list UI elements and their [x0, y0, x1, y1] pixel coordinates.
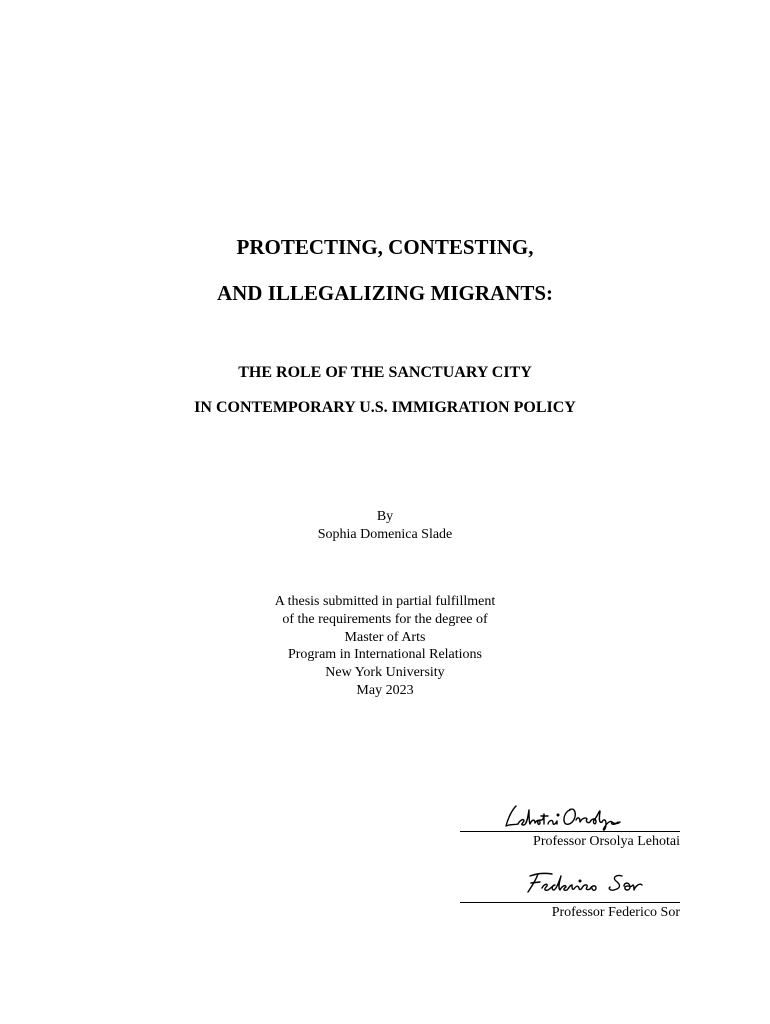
program-name: Program in International Relations: [287, 647, 482, 662]
subtitle-line-2: IN CONTEMPORARY U.S. IMMIGRATION POLICY: [194, 399, 576, 416]
signature-line-lehotai: [460, 831, 680, 832]
submission-line-2: of the requirements for the degree of: [282, 612, 488, 627]
author-name: Sophia Domenica Slade: [317, 527, 453, 542]
submission-date: May 2023: [356, 683, 414, 698]
signature-block-sor: [460, 866, 680, 926]
signature-block-lehotai: [460, 800, 680, 860]
submission-line-1: A thesis submitted in partial fulfillment: [274, 594, 496, 609]
university-name: New York University: [325, 665, 445, 680]
byline-by: By: [376, 509, 394, 524]
title-line-2: AND ILLEGALIZING MIGRANTS:: [216, 281, 554, 305]
signatory-name-lehotai: Professor Orsolya Lehotai: [533, 834, 680, 849]
signature-sor-image: [524, 868, 654, 898]
degree-name: Master of Arts: [344, 630, 426, 645]
subtitle-line-1: THE ROLE OF THE SANCTUARY CITY: [238, 364, 532, 381]
signatory-name-sor: Professor Federico Sor: [551, 905, 680, 920]
title-line-1: PROTECTING, CONTESTING,: [236, 235, 534, 259]
signature-line-sor: [460, 902, 680, 903]
signature-lehotai-image: [502, 802, 632, 834]
